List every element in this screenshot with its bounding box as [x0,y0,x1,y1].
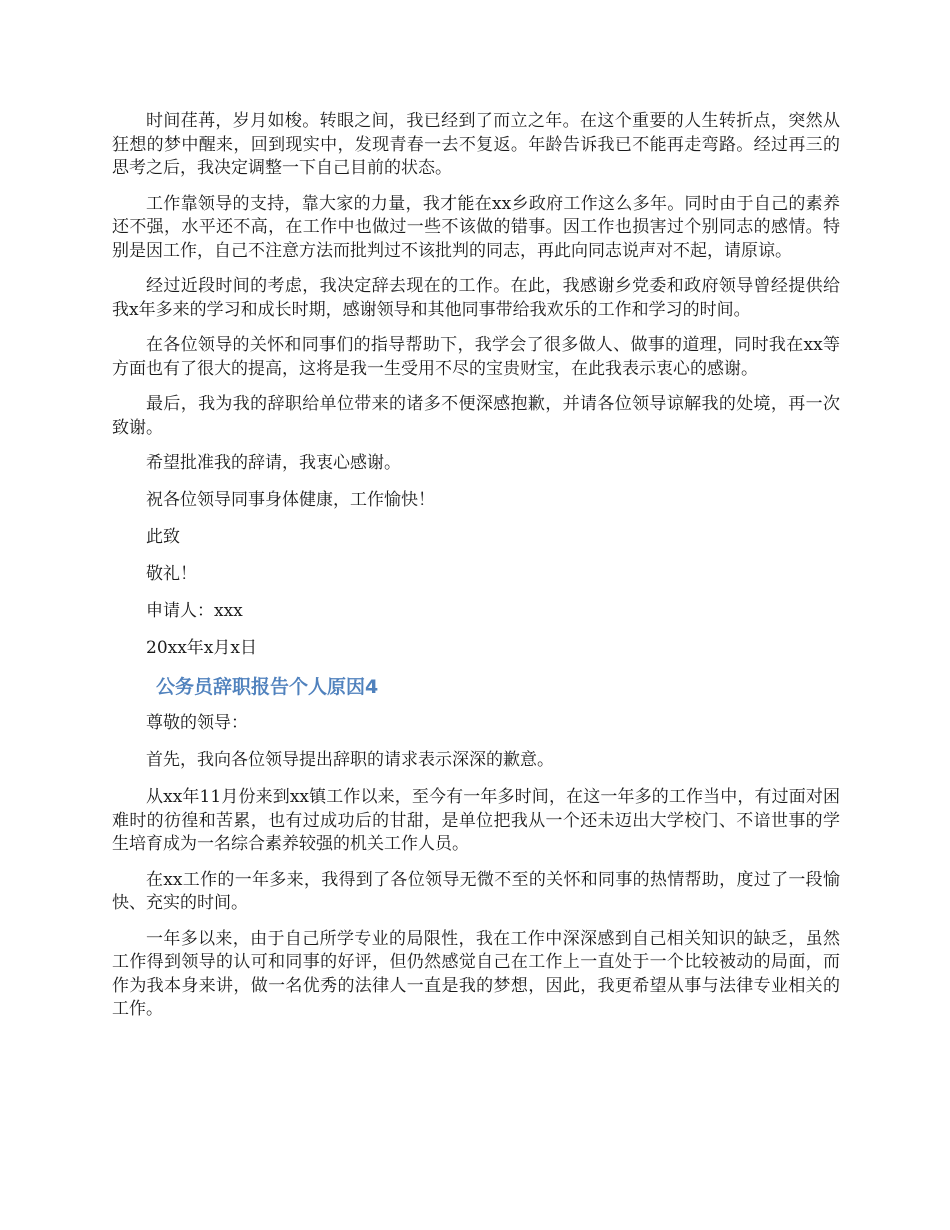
closing-wishes-line: 祝各位领导同事身体健康，工作愉快！ [146,490,435,510]
body-paragraph: 在xx工作的一年多来，我得到了各位领导无微不至的关怀和同事的热情帮助，度过了一段愉快、充实的时间。 [112,869,840,913]
closing-request-line: 希望批准我的辞请，我衷心感谢。 [146,453,401,473]
closing-salutation: 此致 [146,527,180,547]
body-paragraph: 在各位领导的关怀和同事们的指导帮助下，我学会了很多做人、做事的道理，同时我在xx等方面也有了很大的提高，这将是我一生受用不尽的宝贵财宝，在此我表示衷心的感谢。 [112,335,840,379]
letter-greeting: 尊敬的领导： [146,713,248,733]
body-paragraph: 工作靠领导的支持，靠大家的力量，我才能在xx乡政府工作这么多年。同时由于自己的素养还不强，水平还不高，在工作中也做过一些不该做的错事。因工作也损害过个别同志的感情。特别是因工作，自己不注意方法而批判过不该批判的同志，再此向同志说声对不起，请原谅。 [112,193,840,261]
applicant-signature: 申请人：xxx [146,601,243,621]
body-paragraph: 经过近段时间的考虑，我决定辞去现在的工作。在此，我感谢乡党委和政府领导曾经提供给我x年多来的学习和成长时期，感谢领导和其他同事带给我欢乐的工作和学习的时间。 [112,276,840,320]
body-paragraph: 一年多以来，由于自己所学专业的局限性，我在工作中深深感到自己相关知识的缺乏，虽然工作得到领导的认可和同事的好评，但仍然感觉自己在工作上一直处于一个比较被动的局面，而作为我本身来讲，做一名优秀的法律人一直是我的梦想，因此，我更希望从事与法律专业相关的工作。 [112,928,840,1019]
body-paragraph: 最后，我为我的辞职给单位带来的诸多不便深感抱歉，并请各位领导谅解我的处境，再一次致谢。 [112,394,840,438]
section-heading: 公务员辞职报告个人原因4 [156,676,379,698]
document-page [112,110,840,1034]
letter-intro: 首先，我向各位领导提出辞职的请求表示深深的歉意。 [146,750,554,770]
body-paragraph: 时间荏苒，岁月如梭。转眼之间，我已经到了而立之年。在这个重要的人生转折点，突然从狂想的梦中醒来，回到现实中，发现青春一去不复返。年龄告诉我已不能再走弯路。经过再三的思考之后，我决定调整一下自己目前的状态。 [112,111,840,178]
body-paragraph: 从xx年11月份来到xx镇工作以来，至今有一年多时间，在这一年多的工作当中，有过面对困难时的彷徨和苦累，也有过成功后的甘甜，是单位把我从一个还未迈出大学校门、不谙世事的学生培育成为一名综合素养较强的机关工作人员。 [112,787,840,854]
closing-regards: 敬礼！ [146,564,197,584]
letter-date: 20xx年x月x日 [146,638,257,658]
